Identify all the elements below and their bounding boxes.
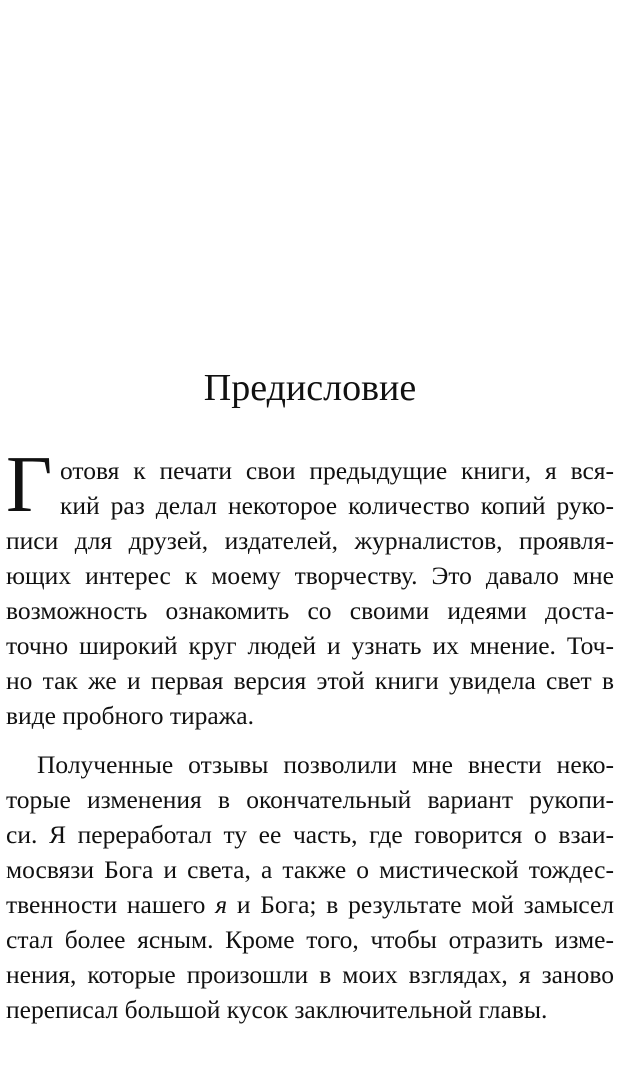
paragraph-2-line-5 [6, 890, 614, 920]
paragraph-1-line-4: ющих интерес к моему творчеству. Это давало мне [6, 561, 614, 590]
line-5-after: и Бога; в результате мой замысел [227, 890, 614, 919]
paragraph-1-line-8: виде пробного тиража. [6, 701, 254, 730]
drop-cap: Г [6, 441, 53, 529]
paragraph-1-line-5: возможность ознакомить со своими идеями доста- [6, 596, 614, 625]
paragraph-2-line-6: стал более ясным. Кроме того, чтобы отразить изме- [6, 925, 614, 954]
paragraph-2-line-3: си. Я переработал ту ее часть, где говорится о взаи- [6, 820, 614, 849]
paragraph-2-line-4: мосвязи Бога и света, а также о мистической тождес- [6, 855, 614, 884]
page-title: Предисловие [203, 367, 417, 409]
paragraph-1-line-2: кий раз делал некоторое количество копий руко- [60, 491, 614, 520]
paragraph-2-line-1: Полученные отзывы позволили мне внести неко- [37, 750, 614, 779]
paragraph-1-line-6: точно широкий круг людей и узнать их мнение. Точ- [6, 631, 614, 660]
paragraph-2-line-8: переписал большой кусок заключительной главы. [6, 995, 548, 1024]
paragraph-1-line-1: отовя к печати свои предыдущие книги, я вся- [60, 456, 614, 485]
paragraph-1-line-3: писи для друзей, издателей, журналистов, проявля- [6, 526, 614, 555]
line-5-before: твенности нашего [6, 890, 216, 919]
paragraph-1-line-7: но так же и первая версия этой книги увидела свет в [6, 666, 614, 695]
paragraph-2-line-2: торые изменения в окончательный вариант рукопи- [6, 785, 614, 814]
line-5-italic: я [215, 890, 228, 919]
paragraph-2-line-7: нения, которые произошли в моих взглядах, я заново [6, 960, 614, 989]
